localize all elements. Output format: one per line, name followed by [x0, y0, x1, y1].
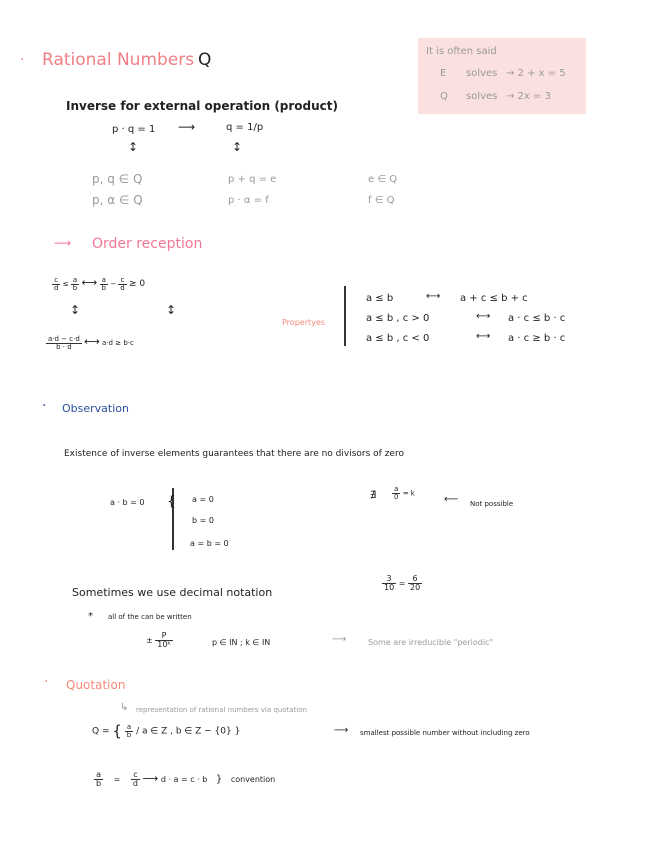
order-heading: Order reception	[92, 236, 203, 252]
plus-minus: ±	[146, 636, 153, 645]
iff-arrow-icon: ⟷	[81, 276, 98, 289]
frac-p: P	[155, 632, 172, 641]
prop-2-right: a · c ≤ b · c	[508, 313, 566, 324]
row2-identity: f ∈ Q	[368, 195, 395, 206]
not-possible-label: Not possible	[470, 500, 514, 508]
conv-frac-b: b	[96, 779, 102, 788]
conv-frac-d: d	[132, 779, 138, 788]
set-lhs: Q =	[92, 726, 110, 737]
case-both-zero: a = b = 0	[190, 539, 229, 548]
prop-1-right: a + c ≤ b + c	[460, 293, 528, 304]
cases-brace: {	[167, 494, 176, 510]
arrow-updown-icon-2: ↕	[232, 140, 243, 154]
note-set-e: E	[440, 68, 447, 79]
all-written-label: all of the can be written	[108, 613, 192, 621]
frac-20: 20	[409, 583, 421, 592]
properties-bar	[344, 286, 346, 346]
decimal-fractions	[382, 575, 422, 592]
set-frac-a: a	[125, 724, 133, 732]
inverse-eq-1: p · q = 1	[112, 124, 156, 135]
case-b-zero: b = 0	[192, 516, 214, 525]
decimal-arrow-icon: ⟶	[332, 634, 347, 645]
note-box	[418, 38, 586, 114]
convention-row	[94, 771, 275, 788]
iff-arrow-icon-2: ⟷	[84, 335, 100, 348]
note-solves-1: solves	[466, 68, 498, 79]
frac-d-2: d	[120, 283, 125, 292]
bigfrac-den: b · d	[56, 342, 72, 351]
frac-a-2: a	[100, 277, 108, 285]
page-title: Rational Numbers	[42, 50, 195, 70]
note-solves-2: solves	[466, 91, 498, 102]
case-a-zero: a = 0	[192, 495, 214, 504]
decimal-sentence: Sometimes we use decimal notation	[72, 586, 273, 599]
frac-b: b	[72, 283, 78, 292]
observation-bullet: ·	[42, 398, 47, 414]
row1-sum: p + q = e	[228, 174, 277, 185]
note-equation-2: → 2x = 3	[506, 91, 551, 102]
prop-3-left: a ≤ b , c < 0	[366, 333, 430, 344]
prop-2-left: a ≤ b , c > 0	[366, 313, 430, 324]
rational-set-symbol: Q	[198, 50, 212, 70]
frac-c-2: c	[118, 277, 126, 285]
star-bullet: *	[88, 611, 93, 622]
set-definition	[92, 722, 240, 740]
conv-arrow-icon: ⟶	[142, 772, 159, 785]
prop-3-arrow-icon: ⟷	[476, 331, 491, 342]
row1-identity: e ∈ Q	[368, 174, 398, 185]
arrow-updown-icon: ↕	[128, 140, 139, 154]
div-frac-a: a	[392, 486, 400, 494]
order-arrow-icon: ⟶	[54, 236, 72, 250]
frac-a: a	[71, 277, 79, 285]
set-open-brace: {	[112, 722, 122, 740]
prop-2-arrow-icon: ⟷	[476, 311, 491, 322]
frac-10: 10	[384, 583, 395, 592]
row2-membership: p, α ∈ Q	[92, 193, 143, 207]
conv-frac-c: c	[131, 771, 140, 780]
quotation-bullet: ·	[44, 674, 49, 690]
decimal-form	[146, 632, 173, 649]
conv-equals: =	[113, 775, 121, 784]
note-line-1: It is often said	[426, 46, 497, 57]
convention-label: convention	[230, 775, 276, 784]
minus-symbol: −	[110, 280, 117, 288]
prop-3-right: a · c ≥ b · c	[508, 333, 566, 344]
division-by-zero	[392, 486, 415, 501]
prop-1-arrow-icon: ⟷	[426, 291, 441, 302]
observation-heading: Observation	[62, 402, 129, 415]
frac-10k: 10ᴷ	[157, 640, 171, 649]
set-frac-b: b	[126, 730, 132, 739]
bigfrac-num: a·d − c·d	[48, 334, 80, 343]
smallest-note: smallest possible number without including zero	[360, 729, 530, 737]
arrow-left-icon: ⟵	[444, 494, 459, 505]
hook-arrow-icon: ↳	[120, 702, 129, 713]
frac-3: 3	[382, 575, 396, 584]
frac-b-2: b	[101, 283, 106, 292]
inverse-eq-2: q = 1/p	[226, 122, 264, 133]
not-exists-symbol: ∄	[370, 490, 377, 501]
conv-frac-a: a	[94, 771, 103, 780]
frac-6: 6	[408, 575, 422, 584]
quotation-subtitle: representation of rational numbers via quotation	[136, 706, 307, 714]
inequality-2	[46, 335, 134, 351]
cross-inequality: a·d ≥ b·c	[102, 339, 134, 347]
conv-relation: d · a = c · b	[160, 775, 208, 784]
set-condition: / a ∈ Z , b ∈ Z − {0} }	[136, 726, 241, 737]
smallest-arrow-icon: ⟶	[334, 725, 349, 736]
div-frac-0: 0	[394, 493, 399, 501]
equals-symbol: =	[398, 579, 406, 588]
row2-product: p · α = f	[228, 195, 269, 206]
note-set-q: Q	[440, 91, 448, 102]
updown-arrow-icon-1: ↕	[70, 303, 81, 317]
leq-symbol: ≤	[62, 280, 69, 288]
observation-sentence: Existence of inverse elements guarantees that there are no divisors of zero	[64, 449, 404, 459]
conv-brace: }	[215, 774, 223, 785]
frac-c: c	[52, 277, 60, 285]
inverse-heading: Inverse for external operation (product)	[66, 99, 339, 113]
eq-k: = k	[402, 489, 415, 498]
note-equation-1: → 2 + x = 5	[506, 68, 566, 79]
quotation-heading: Quotation	[66, 678, 126, 692]
inequality-1	[52, 276, 145, 292]
irreducible-note: Some are irreducible "periodic"	[368, 638, 494, 647]
updown-arrow-icon-2: ↕	[166, 303, 177, 317]
row1-membership: p, q ∈ Q	[92, 172, 143, 186]
prop-1-left: a ≤ b	[366, 293, 394, 304]
arrow-right-icon: ⟶	[178, 120, 196, 134]
frac-d: d	[54, 283, 59, 292]
decimal-conditions: p ∈ IN ; k ∈ IN	[212, 638, 271, 647]
zero-product: a · b = 0	[110, 498, 145, 507]
title-bullet: ·	[20, 52, 25, 68]
properties-label: Propertyes	[282, 318, 325, 327]
geq-zero: ≥ 0	[128, 279, 146, 289]
